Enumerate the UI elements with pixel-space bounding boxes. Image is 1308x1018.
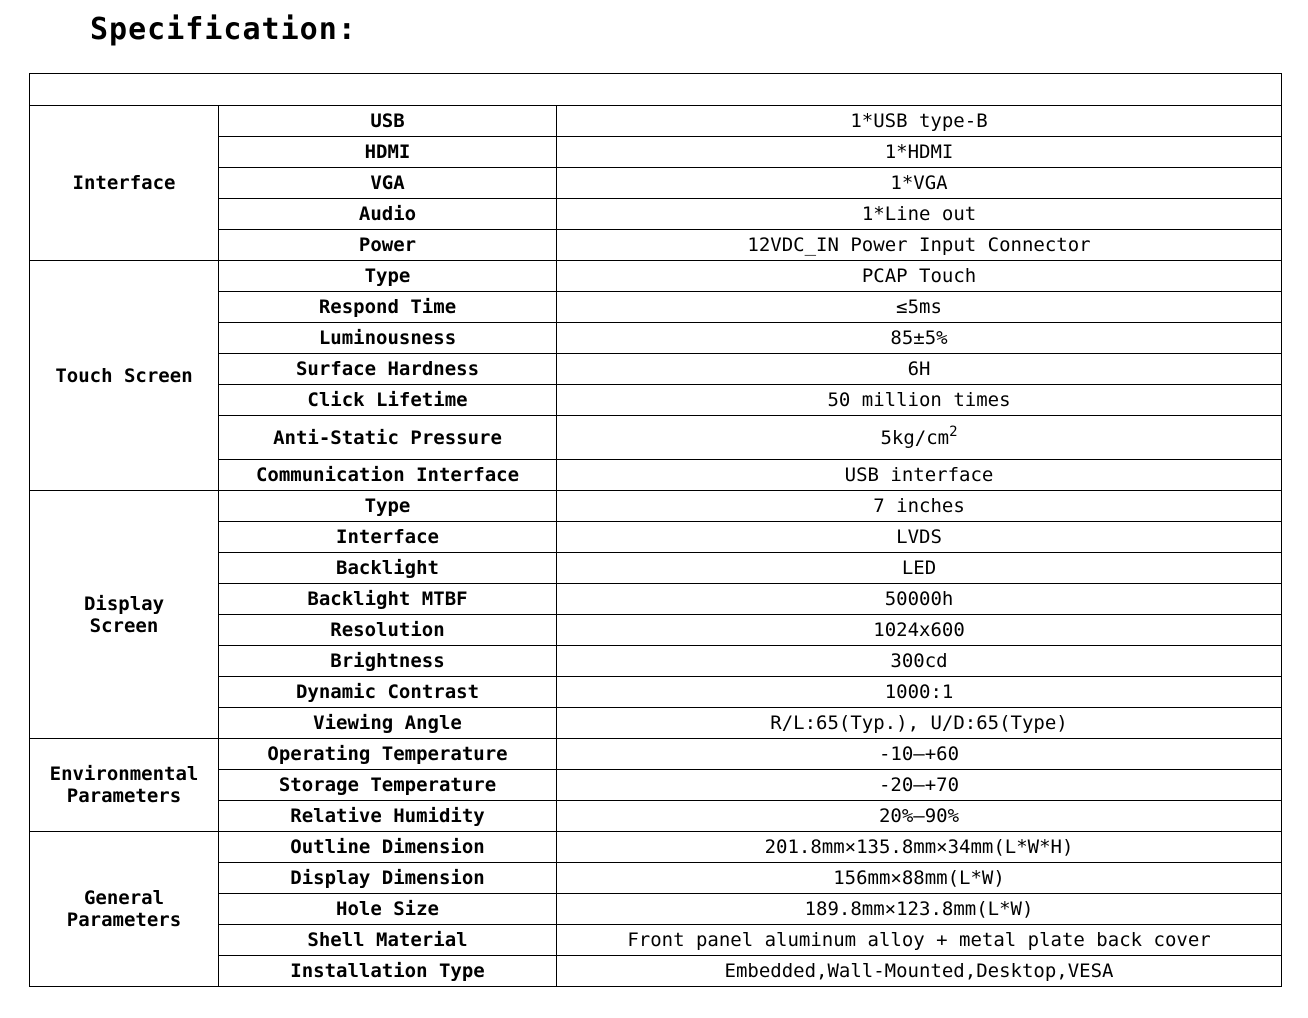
spec-value-text: 201.8mm×135.8mm×34mm(L*W*H) xyxy=(764,836,1074,858)
category-cell xyxy=(30,739,219,832)
category-label: Screen xyxy=(89,614,159,637)
spec-value xyxy=(557,354,1282,385)
spec-label: Storage Temperature xyxy=(219,770,557,801)
spec-label: HDMI xyxy=(219,137,557,168)
spec-label: Shell Material xyxy=(219,925,557,956)
spec-label: Communication Interface xyxy=(219,460,557,491)
spec-value-text: 1000:1 xyxy=(884,681,954,703)
spec-value-text: 20%—90% xyxy=(878,805,960,827)
spec-value-text: LED xyxy=(901,557,937,579)
spec-value xyxy=(557,385,1282,416)
table-row xyxy=(30,832,1282,863)
spec-value xyxy=(557,863,1282,894)
spec-value-text: 12VDC_IN Power Input Connector xyxy=(747,234,1091,256)
spec-value xyxy=(557,925,1282,956)
spec-value-text: 189.8mm×123.8mm(L*W) xyxy=(804,898,1034,920)
spec-label: Type xyxy=(219,261,557,292)
spec-label: Display Dimension xyxy=(219,863,557,894)
spec-value-text: R/L:65(Typ.), U/D:65(Type) xyxy=(770,712,1068,734)
spec-value xyxy=(557,168,1282,199)
spec-value xyxy=(557,584,1282,615)
spec-label: Dynamic Contrast xyxy=(219,677,557,708)
spec-value-text: 50 million times xyxy=(827,389,1011,411)
spec-value xyxy=(557,137,1282,168)
spec-label: Installation Type xyxy=(219,956,557,987)
table-row xyxy=(30,261,1282,292)
spec-value xyxy=(557,832,1282,863)
spec-value xyxy=(557,956,1282,987)
spec-value-text: 1*Line out xyxy=(861,203,977,225)
category-cell xyxy=(30,491,219,739)
spec-value-text: 1*VGA xyxy=(890,172,948,194)
spec-value-text: 7 inches xyxy=(873,495,965,517)
spec-value-text: 5kg/cm xyxy=(880,426,950,449)
spec-value xyxy=(557,708,1282,739)
spec-value-text: -10—+60 xyxy=(878,743,960,765)
spec-value xyxy=(557,292,1282,323)
spec-value-text: LVDS xyxy=(896,526,942,548)
spec-value xyxy=(557,230,1282,261)
spec-label: Operating Temperature xyxy=(219,739,557,770)
spec-label: USB xyxy=(219,106,557,137)
spec-value xyxy=(557,323,1282,354)
spec-label: Backlight xyxy=(219,553,557,584)
category-cell xyxy=(30,261,219,491)
spec-value xyxy=(557,553,1282,584)
spec-value xyxy=(557,416,1282,460)
category-cell xyxy=(30,832,219,987)
spec-label: Interface xyxy=(219,522,557,553)
spec-value-text: ≤5ms xyxy=(896,296,942,318)
table-header-row xyxy=(30,74,1282,106)
table-row xyxy=(30,106,1282,137)
spec-label: Type xyxy=(219,491,557,522)
spec-value-text: -20—+70 xyxy=(878,774,960,796)
spec-value-text: USB interface xyxy=(844,464,994,486)
spec-label: Power xyxy=(219,230,557,261)
specification-table xyxy=(29,73,1282,987)
spec-value-text: PCAP Touch xyxy=(861,265,977,287)
table-row xyxy=(30,491,1282,522)
spec-value-text: 1*HDMI xyxy=(884,141,954,163)
spec-label: Anti-Static Pressure xyxy=(219,416,557,460)
category-label: Environmental xyxy=(49,763,199,785)
spec-value-text: 1024x600 xyxy=(873,619,965,641)
spec-label: Luminousness xyxy=(219,323,557,354)
spec-label: Hole Size xyxy=(219,894,557,925)
category-label: General xyxy=(83,887,165,909)
category-cell xyxy=(30,106,219,261)
spec-label: Respond Time xyxy=(219,292,557,323)
spec-label: VGA xyxy=(219,168,557,199)
spec-label: Brightness xyxy=(219,646,557,677)
spec-value xyxy=(557,801,1282,832)
spec-value xyxy=(557,261,1282,292)
spec-label: Surface Hardness xyxy=(219,354,557,385)
spec-value xyxy=(557,770,1282,801)
spec-value-superscript: 2 xyxy=(949,423,958,440)
table-row xyxy=(30,739,1282,770)
category-label: Parameters xyxy=(66,909,182,931)
page-title: Specification: xyxy=(90,12,357,47)
spec-label: Audio xyxy=(219,199,557,230)
spec-value-text: 300cd xyxy=(890,650,948,672)
spec-value xyxy=(557,615,1282,646)
spec-value-text: 6H xyxy=(907,358,931,380)
spec-value xyxy=(557,460,1282,491)
spec-value-text: 85±5% xyxy=(890,327,948,349)
spec-value xyxy=(557,106,1282,137)
spec-value-text: 50000h xyxy=(884,588,954,610)
category-label: Interface xyxy=(72,172,176,194)
spec-value xyxy=(557,646,1282,677)
spec-value xyxy=(557,894,1282,925)
spec-label: Click Lifetime xyxy=(219,385,557,416)
spec-label: Resolution xyxy=(219,615,557,646)
category-label: Parameters xyxy=(66,785,182,807)
spec-label: Relative Humidity xyxy=(219,801,557,832)
spec-value-text: 1*USB type-B xyxy=(850,110,988,132)
spec-value xyxy=(557,522,1282,553)
spec-value xyxy=(557,491,1282,522)
table-header-cell xyxy=(30,74,1282,106)
spec-label: Backlight MTBF xyxy=(219,584,557,615)
spec-value xyxy=(557,199,1282,230)
spec-value xyxy=(557,677,1282,708)
category-label: Touch Screen xyxy=(55,364,193,387)
spec-value-text: 156mm×88mm(L*W) xyxy=(833,867,1005,889)
category-label: Display xyxy=(83,592,165,615)
spec-value-text: Embedded,Wall-Mounted,Desktop,VESA xyxy=(724,960,1114,982)
spec-label: Outline Dimension xyxy=(219,832,557,863)
spec-value xyxy=(557,739,1282,770)
spec-label: Viewing Angle xyxy=(219,708,557,739)
spec-value-text: Front panel aluminum alloy + metal plate back cover xyxy=(627,929,1211,951)
